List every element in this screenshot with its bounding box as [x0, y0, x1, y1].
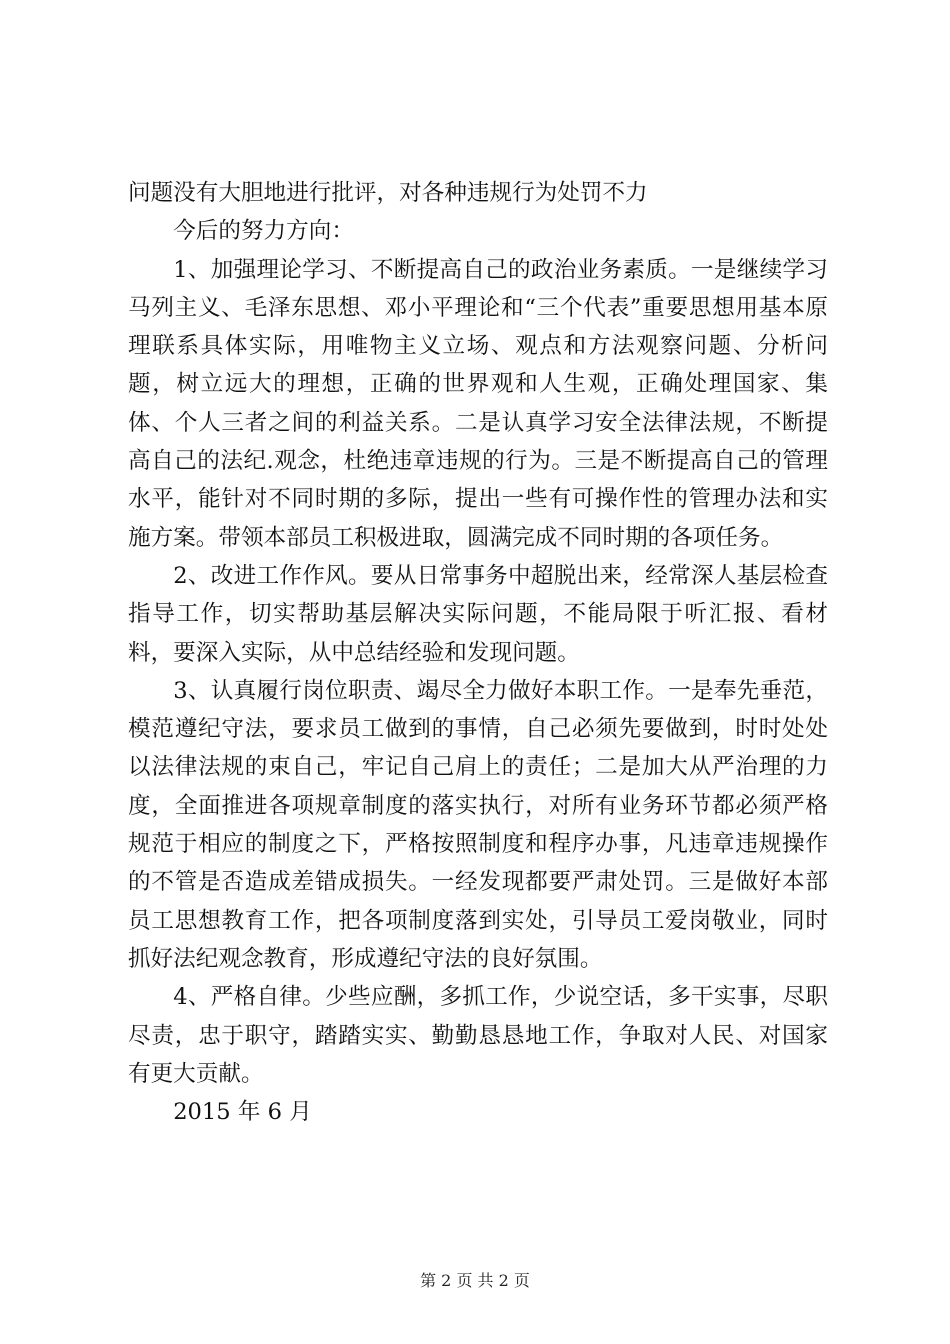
document-body: [128, 174, 828, 1131]
page-number-label: 第 2 页 共 2 页: [420, 1271, 530, 1290]
paragraph-item-1: 1、加强理论学习、不断提高自己的政治业务素质。一是继续学习马列主义、毛泽东思想、邓小平理论和“三个代表”重要思想用基本原理联系具体实际，用唯物主义立场、观点和方法观察问题、分析问题，树立远大的理想，正确的世界观和人生观，正确处理国家、集体、个人三者之间的利益关系。二是认真学习安全法律法规，不断提高自己的法纪.观念，杜绝违章违规的行为。三是不断提高自己的管理水平，能针对不同时期的多际，提出一些有可操作性的管理办法和实施方案。带领本部员工积极进取，圆满完成不同时期的各项任务。: [128, 256, 828, 551]
page-footer: [0, 1271, 950, 1291]
paragraph-item-2: 2、改进工作作风。要从日常事务中超脱出来，经常深人基层检查指导工作，切实帮助基层解决实际问题，不能局限于听汇报、看材料，要深入实际，从中总结经验和发现问题。: [128, 562, 828, 666]
section-heading-future-direction: 今后的努力方向：: [173, 218, 354, 245]
paragraph-item-3: 3、认真履行岗位职责、竭尽全力做好本职工作。一是奉先垂范，模范遵纪守法，要求员工做到的事情，自己必须先要做到，时时处处以法律法规的束自己，牢记自己肩上的责任；二是加大从严治理的力度，全面推进各项规章制度的落实执行，对所有业务环节都必须严格规范于相应的制度之下，严格按照制度和程序办事，凡违章违规操作的不管是否造成差错成损失。一经发现都要严肃处罚。三是做好本部员工思想教育工作，把各项制度落到实处，引导员工爱岗敬业，同时抓好法纪观念教育，形成遵纪守法的良好氛围。: [128, 677, 828, 972]
paragraph-item-4: 4、严格自律。少些应酬，多抓工作，少说空话，多干实事，尽职尽责，忠于职守，踏踏实实、勤勤恳恳地工作，争取对人民、对国家有更大贡献。: [128, 984, 828, 1087]
paragraph-continuation: 问题没有大胆地进行批评，对各种违规行为处罚不力: [128, 180, 648, 206]
document-date: 2015 年 6 月: [173, 1099, 312, 1126]
